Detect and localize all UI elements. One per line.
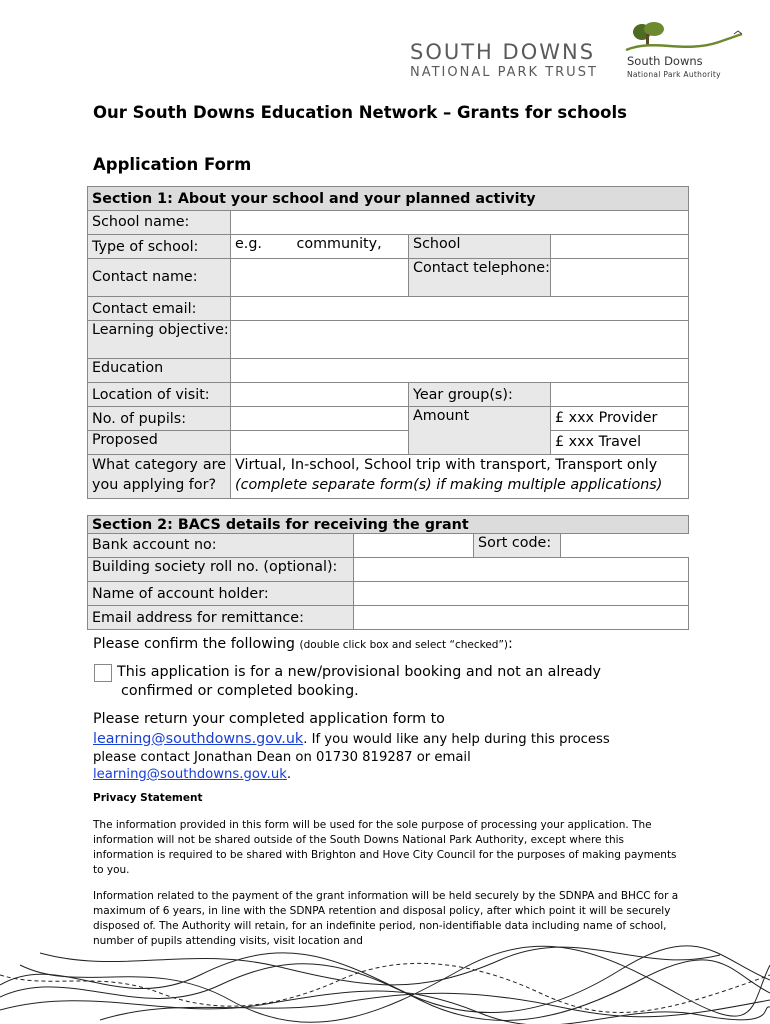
bank-account-field[interactable] bbox=[354, 534, 474, 558]
confirm-hint: (double click box and select “checked”) bbox=[299, 639, 508, 651]
education-field[interactable] bbox=[231, 359, 689, 383]
account-holder-label: Name of account holder: bbox=[88, 582, 354, 606]
no-of-pupils-field[interactable] bbox=[231, 407, 409, 431]
type-of-school-field[interactable] bbox=[231, 235, 409, 259]
type-of-school-hint: e.g. community, bbox=[235, 236, 382, 252]
contact-telephone-field[interactable] bbox=[551, 259, 689, 297]
confirm-text: Please confirm the following bbox=[93, 636, 295, 652]
travel-amount-field[interactable]: £ xxx Travel bbox=[551, 431, 689, 455]
checkbox-label-line1: This application is for a new/provisional booking and not an already bbox=[117, 664, 601, 680]
year-groups-label: Year group(s): bbox=[409, 383, 551, 407]
section1-heading: Section 1: About your school and your planned activity bbox=[88, 187, 689, 211]
category-label-text: What category are you applying for? bbox=[92, 457, 226, 493]
privacy-paragraph-2: Information related to the payment of the grant information will be held securely by the SDNPA and BHCC for a maximum of 6 years, in line with the SDNPA retention and disposal policy, after which point it will be securely disposed of. The Authority will retain, for an indefinite period, non-identifiable data including name of school, number of pupils attending visits, visit location and bbox=[93, 890, 679, 947]
location-of-visit-label: Location of visit: bbox=[88, 383, 231, 407]
return-instructions bbox=[93, 710, 693, 783]
section1-table bbox=[87, 186, 689, 499]
school-name-field[interactable] bbox=[231, 211, 689, 235]
contact-email-label: Contact email: bbox=[88, 297, 231, 321]
authority-logo-icon bbox=[624, 20, 744, 56]
amount-label-text: Amount bbox=[413, 408, 470, 424]
provider-amount-field[interactable]: £ xxx Provider bbox=[551, 407, 689, 431]
category-label bbox=[88, 455, 231, 499]
school-name-label: School name: bbox=[88, 211, 231, 235]
sort-code-label bbox=[474, 534, 561, 558]
contact-name-label: Contact name: bbox=[88, 259, 231, 297]
proposed-field[interactable] bbox=[231, 431, 409, 455]
school-label bbox=[409, 235, 551, 259]
return-email-link[interactable]: learning@southdowns.gov.uk bbox=[93, 730, 304, 747]
category-field[interactable] bbox=[231, 455, 689, 499]
no-of-pupils-label: No. of pupils: bbox=[88, 407, 231, 431]
building-society-label-text: Building society roll no. (optional): bbox=[92, 559, 338, 575]
year-groups-field[interactable] bbox=[551, 383, 689, 407]
privacy-paragraph-1: The information provided in this form will be used for the sole purpose of processing your application. The information will not be shared outside of the South Downs National Park Authority, except where this information is required to be shared with Brighton and Hove City Council for the purposes of making payments to you. bbox=[93, 819, 677, 876]
sort-code-label-text: Sort code: bbox=[478, 535, 552, 551]
email-remittance-label: Email address for remittance: bbox=[88, 606, 354, 630]
amount-label bbox=[409, 407, 551, 455]
contour-lines-decoration bbox=[0, 945, 770, 1024]
category-note: (complete separate form(s) if making multiple applications) bbox=[235, 477, 663, 493]
email-remittance-field[interactable] bbox=[354, 606, 689, 630]
form-subtitle: Application Form bbox=[93, 155, 252, 174]
checkbox-label-line2: confirmed or completed booking. bbox=[121, 683, 359, 699]
account-holder-field[interactable] bbox=[354, 582, 689, 606]
trust-logo-line2: NATIONAL PARK TRUST bbox=[410, 65, 598, 80]
contact-email-field[interactable] bbox=[231, 297, 689, 321]
building-society-label bbox=[88, 558, 354, 582]
new-booking-checkbox[interactable] bbox=[94, 664, 112, 682]
document-title: Our South Downs Education Network – Grants for schools bbox=[93, 103, 627, 122]
trust-logo-line1: SOUTH DOWNS bbox=[410, 40, 596, 64]
location-of-visit-field[interactable] bbox=[231, 383, 409, 407]
school-field[interactable] bbox=[551, 235, 689, 259]
section2-heading: Section 2: BACS details for receiving the grant bbox=[88, 516, 689, 534]
building-society-field[interactable] bbox=[354, 558, 689, 582]
bank-account-label: Bank account no: bbox=[88, 534, 354, 558]
learning-objective-label: Learning objective: bbox=[88, 321, 231, 359]
authority-logo-line1: South Downs bbox=[627, 54, 703, 68]
contact-name-field[interactable] bbox=[231, 259, 409, 297]
return-line1: Please return your completed application form to bbox=[93, 711, 445, 727]
sort-code-field[interactable] bbox=[561, 534, 689, 558]
return-line2-rest: . If you would like any help during this process bbox=[303, 731, 610, 747]
category-options: Virtual, In-school, School trip with transport, Transport only bbox=[235, 457, 658, 473]
confirm-prompt bbox=[93, 636, 513, 652]
privacy-heading: Privacy Statement bbox=[93, 792, 203, 804]
learning-objective-field[interactable] bbox=[231, 321, 689, 359]
education-label-text: Education bbox=[92, 360, 164, 376]
confirm-colon: : bbox=[507, 636, 513, 652]
proposed-label-text: Proposed bbox=[92, 432, 158, 448]
authority-logo-line2: National Park Authority bbox=[627, 70, 721, 79]
type-of-school-label: Type of school: bbox=[88, 235, 231, 259]
education-label bbox=[88, 359, 231, 383]
return-period: . bbox=[286, 767, 292, 782]
contact-telephone-label: Contact telephone: bbox=[409, 259, 551, 297]
school-label-text: School bbox=[413, 236, 461, 252]
proposed-label bbox=[88, 431, 231, 455]
section2-table bbox=[87, 515, 689, 630]
return-line3: please contact Jonathan Dean on 01730 819287 or email bbox=[93, 750, 471, 765]
contact-email-link[interactable]: learning@southdowns.gov.uk bbox=[93, 767, 287, 782]
